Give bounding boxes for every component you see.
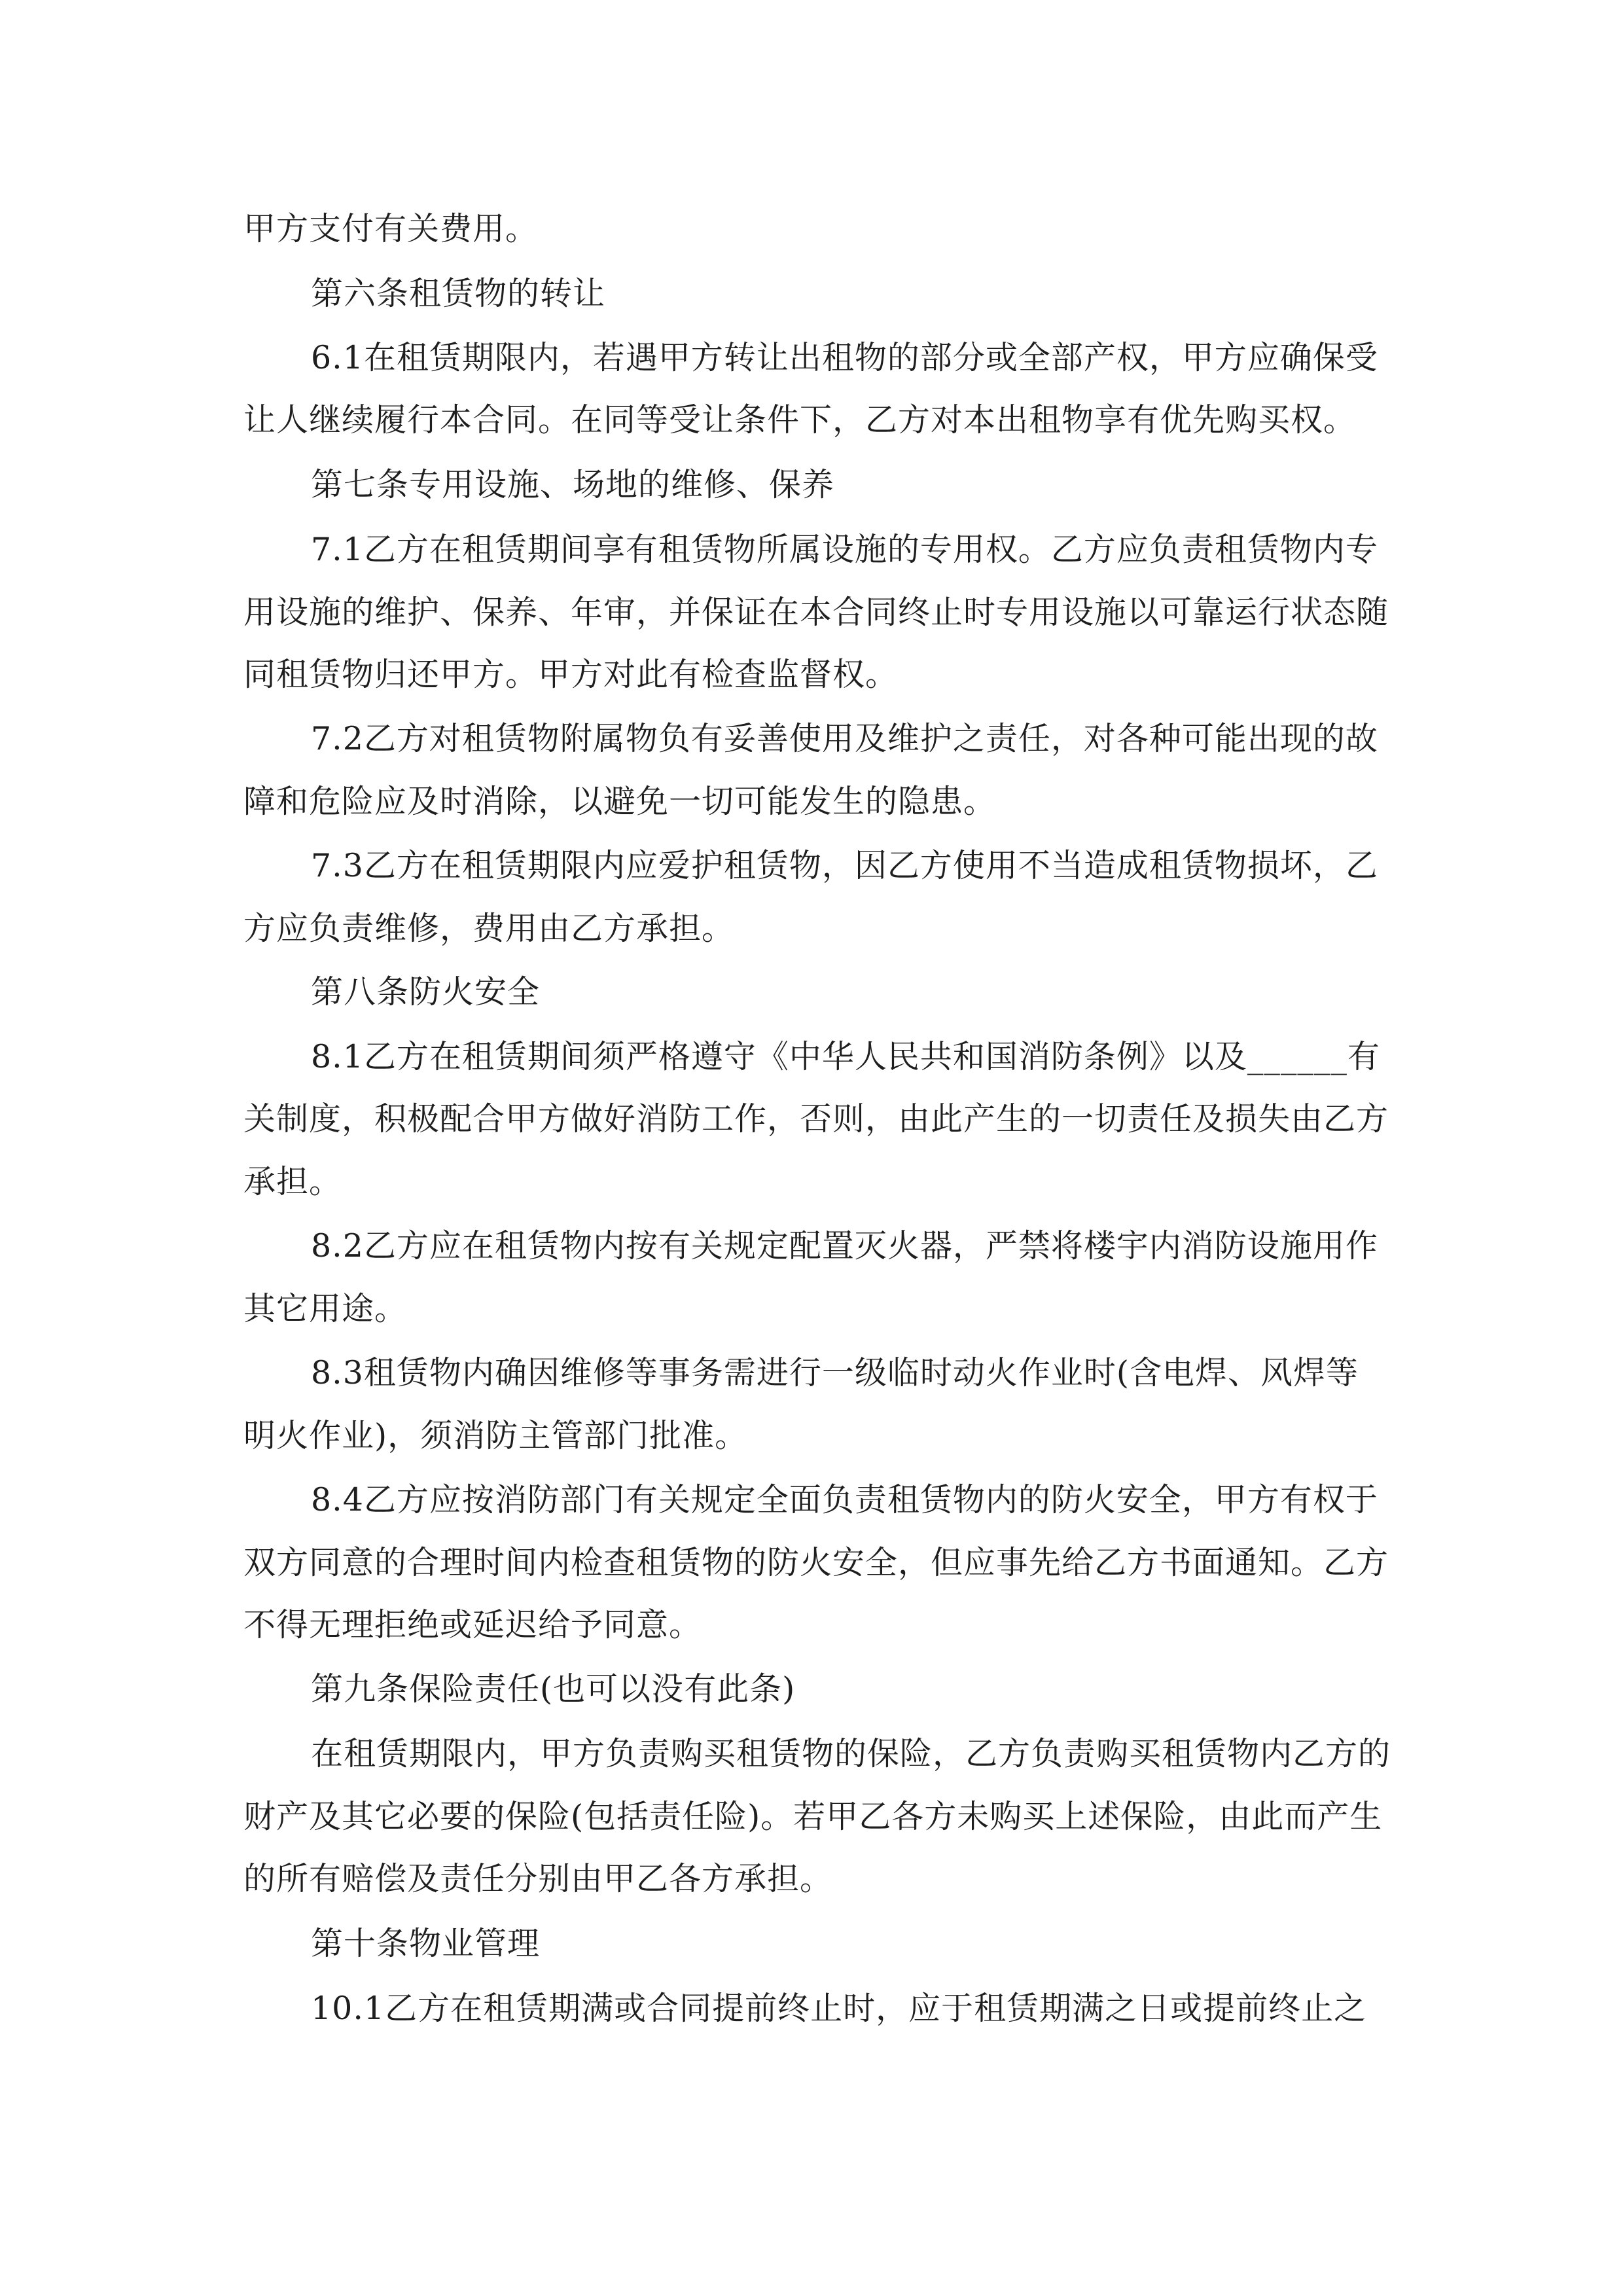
section-heading: 第七条专用设施、场地的维修、保养 bbox=[311, 466, 835, 503]
text-line: 同租赁物归还甲方。甲方对此有检查监督权。 bbox=[243, 656, 899, 693]
text-line: 让人继续履行本合同。在同等受让条件下，乙方对本出租物享有优先购买权。 bbox=[243, 401, 1357, 439]
text-line: 甲方支付有关费用。 bbox=[243, 210, 539, 247]
text-line: 在租赁期限内，甲方负责购买租赁物的保险，乙方负责购买租赁物内乙方的 bbox=[311, 1735, 1391, 1772]
text-line: 关制度，积极配合甲方做好消防工作，否则，由此产生的一切责任及损失由乙方 bbox=[243, 1100, 1389, 1138]
text-line: 明火作业)，须消防主管部门批准。 bbox=[243, 1417, 748, 1454]
text-line: 方应负责维修，费用由乙方承担。 bbox=[243, 910, 735, 947]
text-line: 7.1乙方在租赁期间享有租赁物所属设施的专用权。乙方应负责租赁物内专 bbox=[311, 531, 1378, 568]
section-heading: 第六条租赁物的转让 bbox=[311, 275, 606, 312]
text-line: 8.4乙方应按消防部门有关规定全面负责租赁物内的防火安全，甲方有权于 bbox=[311, 1481, 1378, 1518]
text-line: 不得无理拒绝或延迟给予同意。 bbox=[243, 1606, 702, 1643]
section-heading: 第十条物业管理 bbox=[311, 1925, 541, 1962]
text-line: 8.1乙方在租赁期间须严格遵守《中华人民共和国消防条例》以及______有 bbox=[311, 1038, 1380, 1075]
text-line: 的所有赔偿及责任分别由甲乙各方承担。 bbox=[243, 1860, 833, 1897]
text-line: 7.3乙方在租赁期限内应爱护租赁物，因乙方使用不当造成租赁物损坏，乙 bbox=[311, 847, 1378, 884]
section-heading: 第八条防火安全 bbox=[311, 973, 541, 1011]
text-line: 其它用途。 bbox=[243, 1290, 408, 1327]
text-line: 财产及其它必要的保险(包括责任险)。若甲乙各方未购买上述保险，由此而产生 bbox=[243, 1798, 1383, 1835]
text-line: 障和危险应及时消除，以避免一切可能发生的隐患。 bbox=[243, 783, 997, 820]
text-line: 双方同意的合理时间内检查租赁物的防火安全，但应事先给乙方书面通知。乙方 bbox=[243, 1544, 1389, 1581]
text-line: 7.2乙方对租赁物附属物负有妥善使用及维护之责任，对各种可能出现的故 bbox=[311, 720, 1378, 757]
text-line: 用设施的维护、保养、年审，并保证在本合同终止时专用设施以可靠运行状态随 bbox=[243, 594, 1389, 631]
section-heading: 第九条保险责任(也可以没有此条) bbox=[311, 1670, 796, 1708]
text-line: 承担。 bbox=[243, 1163, 342, 1200]
text-line: 8.3租赁物内确因维修等事务需进行一级临时动火作业时(含电焊、风焊等 bbox=[311, 1354, 1359, 1391]
text-line: 8.2乙方应在租赁物内按有关规定配置灭火器，严禁将楼宇内消防设施用作 bbox=[311, 1227, 1378, 1265]
text-line: 6.1在租赁期限内，若遇甲方转让出租物的部分或全部产权，甲方应确保受 bbox=[311, 339, 1378, 376]
text-line: 10.1乙方在租赁期满或合同提前终止时，应于租赁期满之日或提前终止之 bbox=[311, 1990, 1367, 2027]
